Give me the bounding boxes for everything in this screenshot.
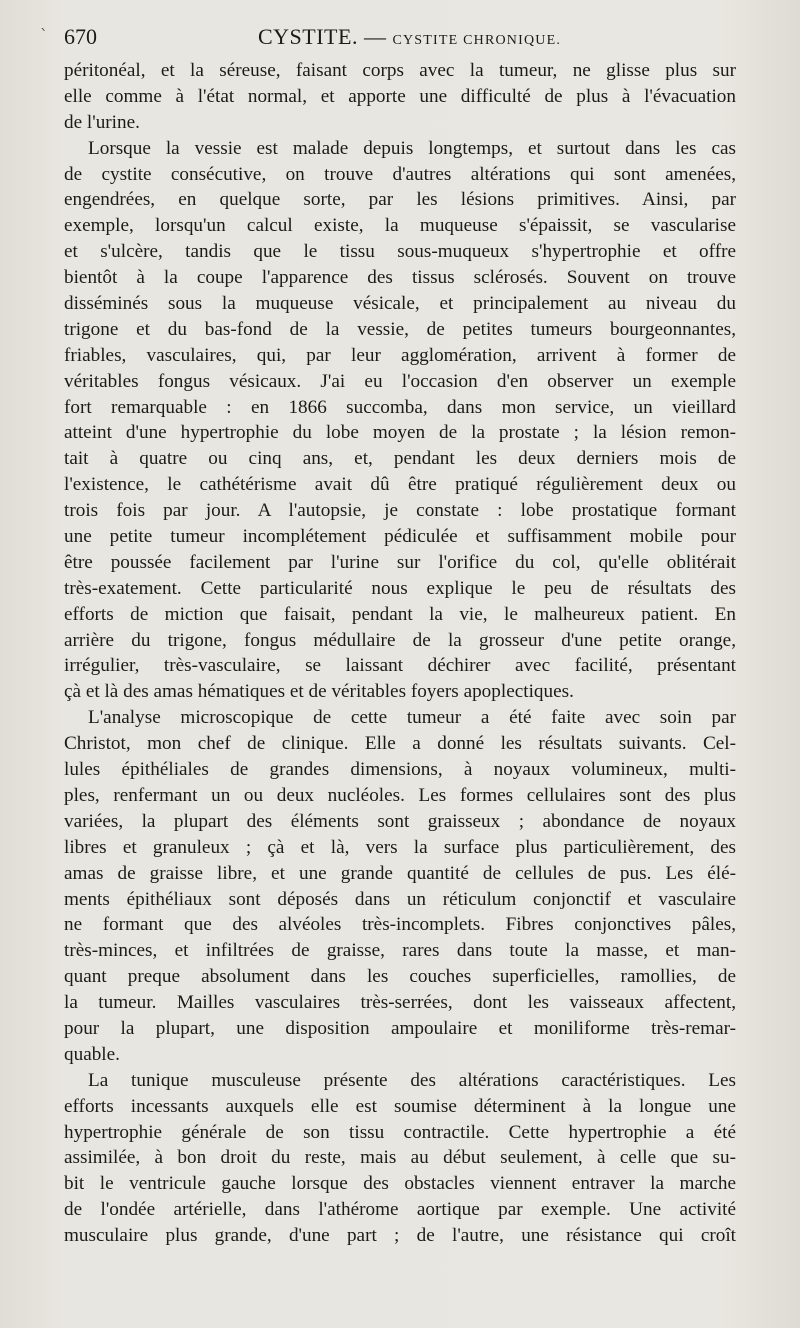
text-line: fort remarquable : en 1866 succomba, dans mon service, un vieillard bbox=[64, 396, 736, 418]
margin-mark: ` bbox=[40, 26, 48, 45]
text-line: péritonéal, et la séreuse, faisant corps avec la tumeur, ne glisse plus sur bbox=[64, 60, 736, 81]
text-line: arrière du trigone, fongus médullaire de la grosseur d'une petite orange, bbox=[64, 629, 736, 651]
page-header bbox=[64, 24, 736, 56]
text-line: trois fois par jour. A l'autopsie, je constate : lobe prostatique formant bbox=[64, 500, 736, 522]
text-line: de l'urine. bbox=[64, 111, 140, 133]
text-line: ples, renfermant un ou deux nucléoles. Les formes cellulaires sont des plus bbox=[64, 784, 736, 806]
text-line: variées, la plupart des éléments sont graisseux ; abondance de noyaux bbox=[64, 810, 736, 832]
text-line: friables, vasculaires, qui, par leur agglomération, arrivent à former de bbox=[64, 344, 736, 366]
text-line: tait à quatre ou cinq ans, et, pendant les deux derniers mois de bbox=[64, 448, 736, 470]
text-line: hypertrophie générale de son tissu contractile. Cette hypertrophie a été bbox=[64, 1121, 736, 1143]
running-head bbox=[258, 24, 561, 50]
text-line: lules épithéliales de grandes dimensions, à noyaux volumineux, multi- bbox=[64, 759, 736, 781]
text-line: très-minces, et infiltrées de graisse, rares dans toute la masse, et man- bbox=[64, 940, 736, 962]
text-line: quable. bbox=[64, 1043, 120, 1065]
text-line: Christot, mon chef de clinique. Elle a donné les résultats suivants. Cel- bbox=[64, 733, 736, 755]
running-head-dash: — bbox=[363, 24, 387, 49]
text-line: de cystite consécutive, on trouve d'autres altérations qui sont amenées, bbox=[64, 163, 736, 185]
text-line: libres et granuleux ; çà et là, vers la surface plus particulièrement, des bbox=[64, 836, 736, 858]
text-line: elle comme à l'état normal, et apporte une difficulté de plus à l'évacuation bbox=[64, 85, 736, 107]
text-line: efforts de miction que faisait, pendant la vie, le malheureux patient. En bbox=[64, 603, 736, 625]
text-line: La tunique musculeuse présente des altérations caractéristiques. Les bbox=[88, 1069, 736, 1091]
text-line: bientôt à la coupe l'apparence des tissus sclérosés. Souvent on trouve bbox=[64, 267, 736, 289]
text-line: L'analyse microscopique de cette tumeur a été faite avec soin par bbox=[88, 707, 736, 729]
text-line: et s'ulcère, tandis que le tissu sous-muqueux s'hypertrophie et offre bbox=[64, 241, 736, 263]
text-line: l'existence, le cathétérisme avait dû être pratiqué régulièrement deux ou bbox=[64, 474, 736, 496]
text-line: très-exatement. Cette particularité nous explique le peu de résultats des bbox=[64, 577, 736, 599]
text-line: disséminés sous la muqueuse vésicale, et principalement au niveau du bbox=[64, 293, 736, 315]
text-line: quant preque absolument dans les couches superficielles, ramollies, de bbox=[64, 966, 736, 988]
text-line: Lorsque la vessie est malade depuis longtemps, et surtout dans les cas bbox=[88, 137, 736, 159]
text-line: musculaire plus grande, d'une part ; de l'autre, une résistance qui croît bbox=[64, 1225, 736, 1247]
text-line: de l'ondée artérielle, dans l'athérome aortique par exemple. Une activité bbox=[64, 1199, 736, 1221]
text-line: trigone et du bas-fond de la vessie, de petites tumeurs bourgeonnantes, bbox=[64, 318, 736, 340]
text-line: être poussée facilement par l'urine sur l'orifice du col, qu'elle oblitérait bbox=[64, 551, 736, 573]
text-line: irrégulier, très-vasculaire, se laissant déchirer avec facilité, présentant bbox=[64, 655, 736, 677]
text-line: atteint d'une hypertrophie du lobe moyen de la prostate ; la lésion remon- bbox=[64, 422, 736, 444]
text-line: çà et là des amas hématiques et de véritables foyers apoplectiques. bbox=[64, 681, 574, 703]
text-line: pour la plupart, une disposition ampoulaire et moniliforme très-remar- bbox=[64, 1017, 736, 1039]
text-line: amas de graisse libre, et une grande quantité de cellules de pus. Les élé- bbox=[64, 862, 736, 884]
text-line: véritables fongus vésicaux. J'ai eu l'occasion d'en observer un exemple bbox=[64, 370, 736, 392]
text-line: efforts incessants auxquels elle est soumise déterminent à la longue une bbox=[64, 1095, 736, 1117]
body-text bbox=[64, 58, 736, 1249]
text-line: bit le ventricule gauche lorsque des obstacles viennent entraver la marche bbox=[64, 1173, 736, 1195]
text-line: ments épithéliaux sont déposés dans un réticulum conjonctif et vasculaire bbox=[64, 888, 736, 910]
running-head-main: CYSTITE. bbox=[258, 24, 358, 49]
running-head-sub: CYSTITE CHRONIQUE. bbox=[392, 33, 562, 48]
text-line: exemple, lorsqu'un calcul existe, la muqueuse s'épaissit, se vascularise bbox=[64, 215, 736, 237]
page-number: 670 bbox=[64, 24, 97, 49]
text-line: assimilée, à bon droit du reste, mais au début seulement, à celle que su- bbox=[64, 1147, 736, 1169]
text-line: engendrées, en quelque sorte, par les lésions primitives. Ainsi, par bbox=[64, 189, 736, 211]
text-line: une petite tumeur incomplétement pédiculée et suffisamment mobile pour bbox=[64, 526, 736, 548]
text-line: la tumeur. Mailles vasculaires très-serrées, dont les vaisseaux affectent, bbox=[64, 992, 736, 1014]
text-line: ne formant que des alvéoles très-incomplets. Fibres conjonctives pâles, bbox=[64, 914, 736, 936]
